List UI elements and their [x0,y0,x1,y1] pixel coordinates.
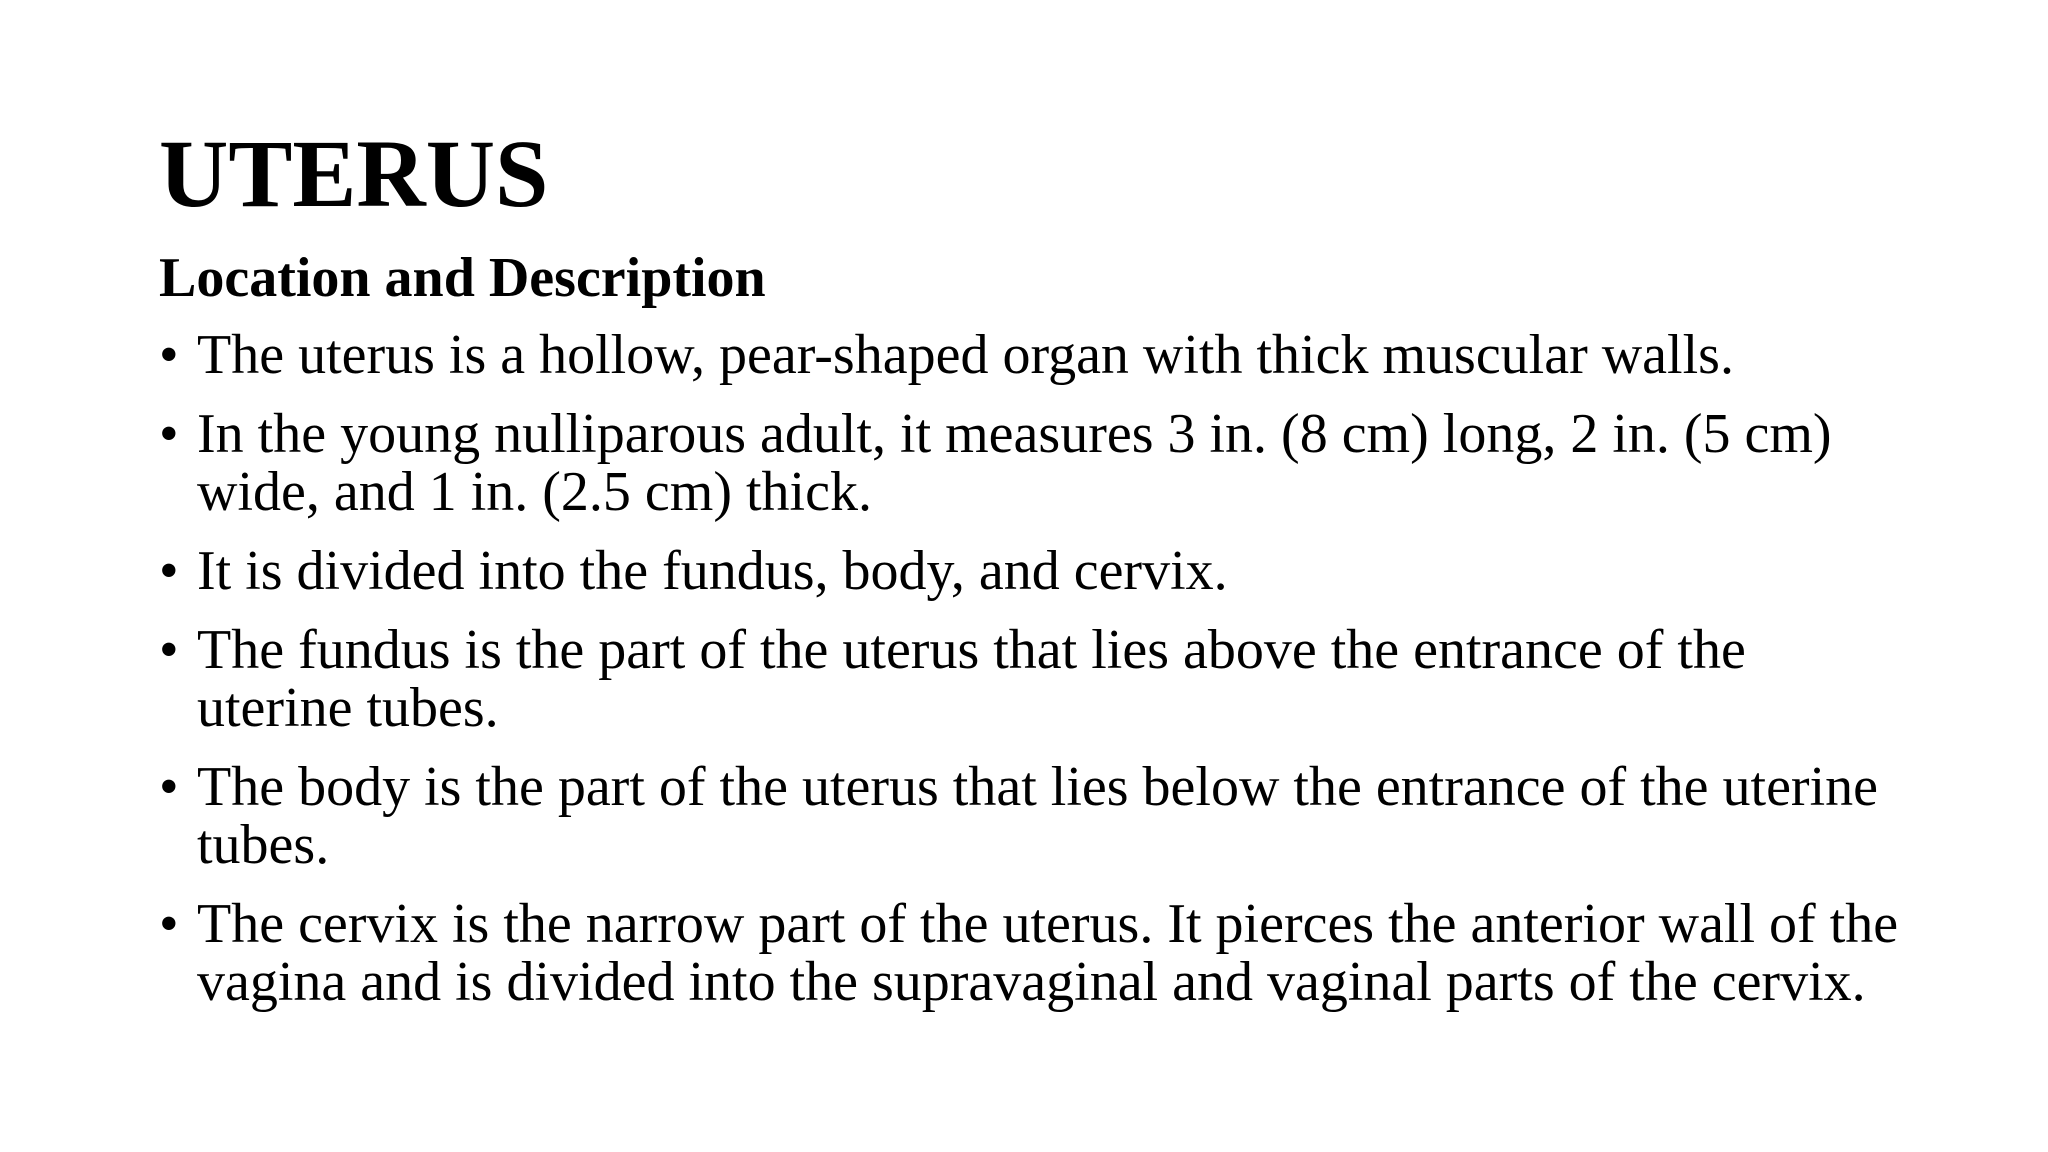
bullet-item [159,758,1909,874]
slide-title: UTERUS [159,120,549,227]
bullet-text: The body is the part of the uterus that lies below the entrance of the uterine tubes. [197,756,1878,876]
bullet-item [159,405,1909,521]
bullet-item [159,895,1909,1011]
bullet-text: The fundus is the part of the uterus that lies above the entrance of the uterine tubes. [197,619,1746,739]
slide-subtitle: Location and Description [159,247,766,309]
bullet-icon: • [159,324,179,386]
bullet-icon: • [159,756,179,818]
bullet-icon: • [159,403,179,465]
bullet-item [159,542,1909,600]
bullet-text: In the young nulliparous adult, it measures 3 in. (8 cm) long, 2 in. (5 cm) wide, and 1 in. (2.5 cm) thick. [197,403,1832,523]
bullet-icon: • [159,619,179,681]
bullet-text: The cervix is the narrow part of the uterus. It pierces the anterior wall of the vagina and is divided into the supravaginal and vaginal parts of the cervix. [197,893,1899,1013]
bullet-list [159,326,1909,1032]
bullet-icon: • [159,893,179,955]
bullet-item [159,621,1909,737]
bullet-text: The uterus is a hollow, pear-shaped organ with thick muscular walls. [197,324,1734,386]
bullet-text: It is divided into the fundus, body, and cervix. [197,540,1228,602]
bullet-icon: • [159,540,179,602]
bullet-item [159,326,1909,384]
